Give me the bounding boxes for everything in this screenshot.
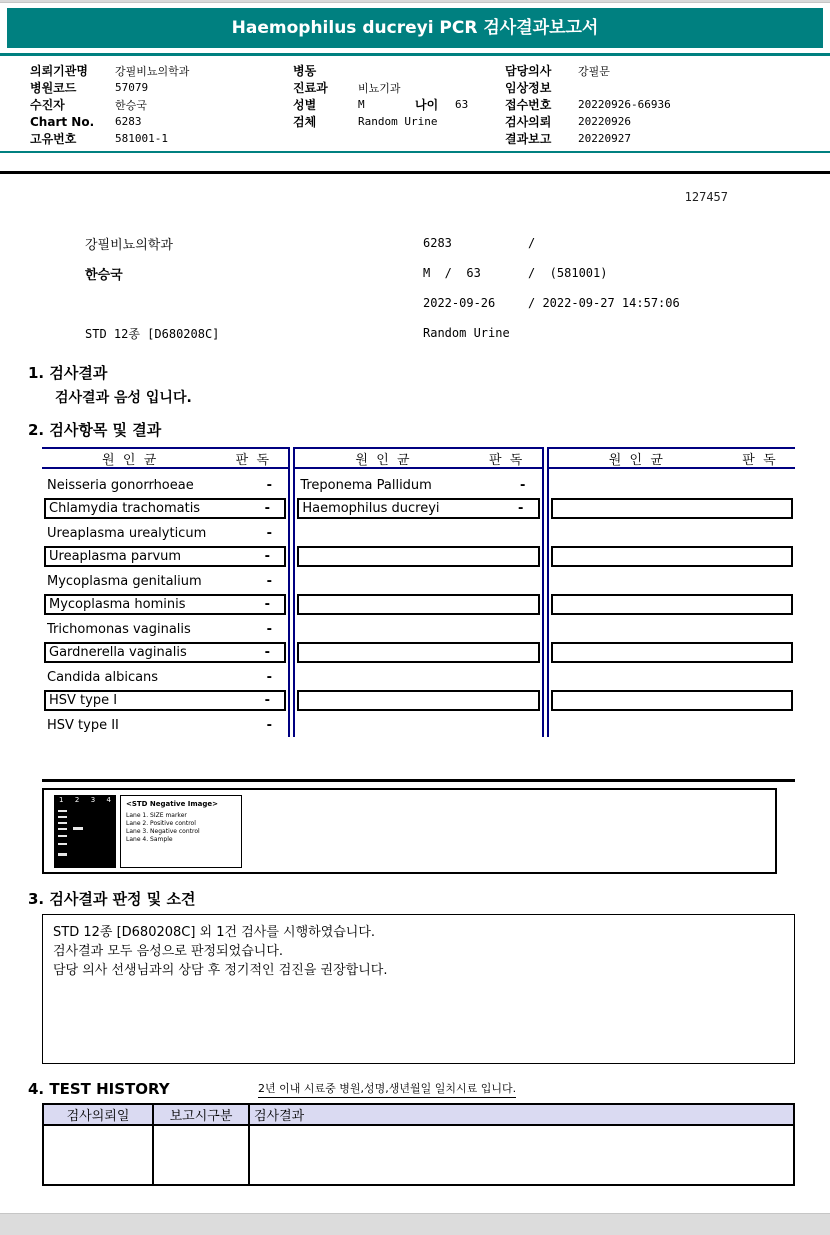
field-value: 20220927: [578, 132, 631, 145]
result-row: [295, 617, 541, 641]
field-label: 병동: [293, 64, 317, 78]
field-label: 진료과: [293, 81, 328, 95]
gel-band: [58, 816, 67, 818]
history-col-report-type: 보고시구분: [153, 1104, 249, 1125]
results-group-header: [42, 447, 288, 469]
section4-header-row: [28, 1078, 830, 1098]
result-row: HSV type II -: [47, 717, 273, 733]
gel-band: [58, 810, 67, 812]
history-col-result: 검사결과: [249, 1104, 794, 1125]
field-label: 병원코드: [30, 81, 77, 95]
field-value: 비뇨기과: [358, 81, 401, 95]
organism-header: 원 인 균: [355, 452, 410, 468]
result-row: [295, 665, 541, 689]
result-row: HSV type I -: [44, 690, 286, 711]
result-row: Gardnerella vaginalis -: [44, 642, 286, 663]
clinic-name: 강필비뇨의학과: [85, 237, 173, 253]
section2-title: 2. 검사항목 및 결과: [28, 421, 162, 439]
result-row: [549, 521, 795, 545]
summary-row-clinic: [0, 228, 830, 258]
report-header-info: [0, 56, 830, 151]
result-row: Mycoplasma hominis -: [44, 594, 286, 615]
field-value: 6283: [115, 115, 142, 128]
result-row: [295, 713, 541, 737]
results-group-header: [549, 447, 795, 469]
field-value: 20220926: [578, 115, 631, 128]
results-group-1: [42, 447, 290, 737]
field-value: 한승국: [115, 98, 147, 112]
section4-note: 2년 이내 시료중 병원,성명,생년월일 일치시료 입니다.: [258, 1080, 516, 1098]
field-label: 임상정보: [505, 81, 552, 95]
result-row: [297, 642, 539, 663]
organism-header: 원 인 균: [102, 452, 157, 468]
page-bottom-edge: [0, 1213, 830, 1235]
result-row: [551, 498, 793, 519]
field-value: 63: [455, 98, 469, 111]
gel-caption-line: Lane 3. Negative control: [126, 828, 200, 835]
organism-header: 원 인 균: [608, 452, 663, 468]
gel-band: [73, 827, 83, 830]
report-datetime: / 2022-09-27 14:57:06: [528, 296, 680, 310]
result-row: [551, 690, 793, 711]
result-row: Mycoplasma genitalium -: [47, 573, 273, 589]
result-row: Ureaplasma urealyticum -: [47, 525, 273, 541]
summary-row-dates: [0, 288, 830, 318]
field-label: 담당의사: [505, 64, 552, 78]
field-value: Random Urine: [358, 115, 438, 128]
test-history-table: [42, 1103, 795, 1186]
field-label: 나이: [415, 98, 439, 112]
gel-electrophoresis-image: [54, 795, 116, 868]
report-title: Haemophilus ducreyi PCR 검사결과보고서: [7, 8, 823, 48]
request-date: 2022-09-26: [423, 296, 496, 310]
result-row: [549, 665, 795, 689]
result-row: [297, 546, 539, 567]
findings-line: 검사결과 모두 음성으로 판정되었습니다.: [53, 944, 284, 959]
sex-age: M / 63: [423, 266, 481, 280]
result-row: [297, 690, 539, 711]
field-value: 20220926-66936: [578, 98, 671, 111]
result-row: [551, 642, 793, 663]
section1-title: 1. 검사결과: [28, 364, 108, 382]
page-top-edge: [0, 0, 830, 3]
specimen-type: Random Urine: [423, 326, 510, 340]
header-column-2: [293, 62, 505, 147]
findings-line: 담당 의사 선생님과의 상담 후 정기적인 검진을 권장합니다.: [53, 963, 388, 978]
findings-line: STD 12종 [D680208C] 외 1건 검사를 시행하였습니다.: [53, 925, 376, 940]
reading-header: 판 독: [488, 452, 523, 468]
gel-lane-numbers: 1 2 3 4: [59, 796, 111, 804]
field-label: 결과보고: [505, 132, 552, 146]
chart-number: 6283: [423, 236, 452, 250]
result-row: [551, 546, 793, 567]
reading-header: 판 독: [742, 452, 776, 468]
section1-result-text: 검사결과 음성 입니다.: [55, 390, 192, 406]
patient-summary: [0, 228, 830, 348]
result-row: Ureaplasma parvum -: [44, 546, 286, 567]
gel-caption-line: Lane 4. Sample: [126, 836, 173, 843]
history-empty-row: [43, 1125, 794, 1185]
field-value: M: [358, 98, 365, 111]
chart-separator: /: [528, 236, 536, 250]
section3-title: 3. 검사결과 판정 및 소견: [28, 890, 196, 908]
field-label: 검사의뢰: [505, 115, 552, 129]
black-divider: [0, 171, 830, 174]
result-row: [549, 617, 795, 641]
header-column-3: [505, 62, 830, 147]
result-row: Treponema Pallidum -: [300, 477, 526, 493]
summary-row-test: [0, 318, 830, 348]
history-header-row: [43, 1104, 794, 1125]
result-row: [549, 569, 795, 593]
result-row: [295, 521, 541, 545]
field-value: 57079: [115, 81, 149, 94]
gel-caption-line: Lane 2. Positive control: [126, 820, 196, 827]
result-row: [549, 713, 795, 737]
result-row: [549, 473, 795, 497]
results-group-2: [293, 447, 543, 737]
field-label: 수진자: [30, 98, 65, 112]
field-label: 검체: [293, 115, 317, 129]
field-value: 강필문: [578, 64, 610, 78]
field-label: 고유번호: [30, 132, 77, 146]
gel-image-panel: [42, 788, 777, 874]
gel-band: [58, 843, 67, 845]
gel-caption-line: Lane 1. SIZE marker: [126, 812, 187, 819]
document-number: 127457: [684, 190, 728, 204]
field-label: 접수번호: [505, 98, 552, 112]
result-row: [551, 594, 793, 615]
header-column-1: [30, 62, 293, 147]
gel-band: [58, 835, 67, 837]
field-label: Chart No.: [30, 114, 95, 129]
results-group-header: [295, 447, 541, 469]
result-row: Candida albicans -: [47, 669, 273, 685]
gel-band: [58, 828, 67, 830]
result-row: Chlamydia trachomatis -: [44, 498, 286, 519]
history-col-request-date: 검사의뢰일: [43, 1104, 153, 1125]
gel-band: [58, 822, 67, 824]
reading-header: 판 독: [235, 452, 270, 468]
result-row: Neisseria gonorrhoeae -: [47, 477, 273, 493]
result-row: Haemophilus ducreyi -: [297, 498, 539, 519]
field-value: 581001-1: [115, 132, 168, 145]
gel-section-divider: [42, 779, 795, 782]
field-value: 강필비뇨의학과: [115, 64, 190, 78]
gel-caption-title: <STD Negative Image>: [126, 800, 219, 808]
section4-title: 4. TEST HISTORY: [28, 1080, 170, 1098]
test-name: STD 12종 [D680208C]: [85, 326, 220, 341]
result-row: Trichomonas vaginalis -: [47, 621, 273, 637]
results-group-3: [547, 447, 795, 737]
field-label: 성별: [293, 98, 317, 112]
gel-caption-box: [120, 795, 242, 868]
field-label: 의뢰기관명: [30, 64, 88, 78]
summary-row-patient: [0, 258, 830, 288]
findings-box: [42, 914, 795, 1064]
result-row: [297, 594, 539, 615]
results-table: [42, 447, 795, 737]
gel-band: [58, 853, 67, 856]
patient-name: 한승국: [85, 267, 123, 283]
patient-id: / (581001): [528, 266, 608, 280]
result-row: [295, 569, 541, 593]
